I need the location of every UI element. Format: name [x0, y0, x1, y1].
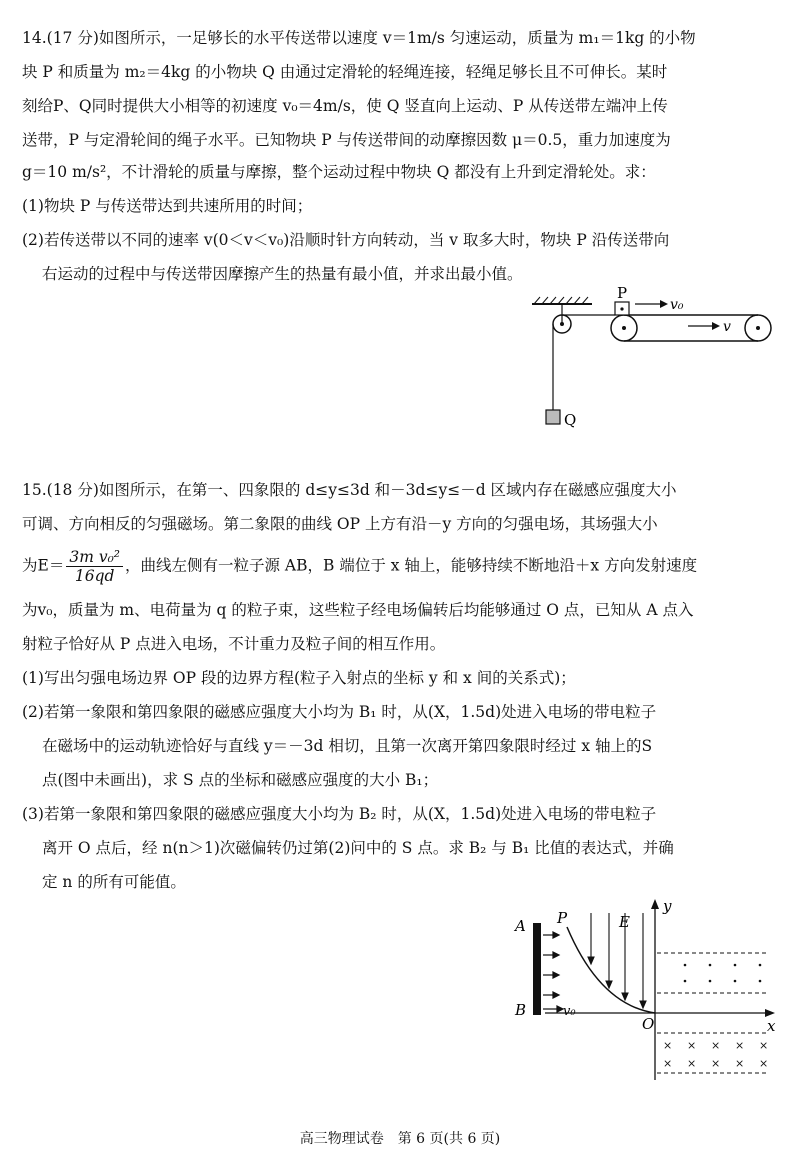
q14-line-4: 送带，P 与定滑轮间的绳子水平。已知物块 P 与传送带间的动摩擦因数 μ＝0.5，重力加速度为: [22, 131, 671, 149]
q15-sub3-line-1: (3)若第一象限和第四象限的磁感应强度大小均为 B₂ 时，从(X，1.5d)处进入电场的带电粒子: [22, 805, 657, 823]
q14-figure: [520, 280, 790, 440]
label-p: P: [557, 909, 568, 927]
q15-sub2-line-2: 在磁场中的运动轨迹恰好与直线 y＝－3d 相切，且第一次离开第四象限时经过 x 轴上的S: [42, 737, 653, 755]
label-p: P: [617, 284, 628, 302]
q15-line-1: 15.(18 分)如图所示，在第一、四象限的 d≤y≤3d 和－3d≤y≤－d 区域内存在磁感应强度大小: [22, 481, 677, 499]
e-denominator: 16qd: [74, 567, 115, 585]
q15-sub2-line-1: (2)若第一象限和第四象限的磁感应强度大小均为 B₁ 时，从(X，1.5d)处进入电场的带电粒子: [22, 703, 657, 721]
e-prefix: 为E＝: [22, 556, 65, 575]
block-q: [546, 410, 560, 424]
q14-line-3: 刻给P、Q同时提供大小相等的初速度 v₀＝4m/s，使 Q 竖直向上运动、P 从传送带左端冲上传: [22, 97, 668, 115]
svg-text:×: ×: [735, 1039, 745, 1052]
label-y: y: [663, 897, 672, 915]
label-a: A: [515, 917, 526, 935]
label-e: E: [619, 913, 630, 931]
q14-sub2-line-2: 右运动的过程中与传送带因摩擦产生的热量有最小值，并求出最小值。: [42, 265, 523, 283]
svg-text:×: ×: [711, 1039, 721, 1052]
q15-field-line: [22, 548, 697, 585]
svg-text:×: ×: [663, 1057, 673, 1070]
label-b: B: [515, 1001, 527, 1019]
svg-text:×: ×: [687, 1039, 697, 1052]
field-crosses: [663, 1039, 768, 1070]
q14-line-5: g＝10 m/s²，不计滑轮的质量与摩擦，整个运动过程中物块 Q 都没有上升到定滑轮处。求：: [22, 163, 656, 181]
e-suffix: ，曲线左侧有一粒子源 AB，B 端位于 x 轴上，能够持续不断地沿＋x 方向发射速度: [125, 556, 698, 575]
q15-line-3: 为v₀，质量为 m、电荷量为 q 的粒子束，这些粒子经电场偏转后均能够通过 O 点，已知从 A 点入: [22, 601, 694, 619]
svg-text:×: ×: [735, 1057, 745, 1070]
svg-text:×: ×: [663, 1039, 673, 1052]
e-numerator: 3m v₀²: [66, 548, 123, 567]
field-dots: [684, 964, 762, 983]
q15-sub1: (1)写出匀强电场边界 OP 段的边界方程(粒子入射点的坐标 y 和 x 间的关系式)；: [22, 669, 576, 687]
q15-line-4: 射粒子恰好从 P 点进入电场，不计重力及粒子间的相互作用。: [22, 635, 446, 653]
svg-text:×: ×: [759, 1057, 769, 1070]
q15-sub3-line-2: 离开 O 点后，经 n(n＞1)次磁偏转仍过第(2)问中的 S 点。求 B₂ 与 B₁ 比值的表达式，并确: [42, 839, 674, 857]
q14-line-2: 块 P 和质量为 m₂＝4kg 的小物块 Q 由通过定滑轮的轻绳连接，轻绳足够长且不可伸长。某时: [22, 63, 668, 81]
q14-line-1: 14.(17 分)如图所示，一足够长的水平传送带以速度 v＝1m/s 匀速运动，质量为 m₁＝1kg 的小物: [22, 29, 696, 47]
q14-sub1: (1)物块 P 与传送带达到共速所用的时间；: [22, 197, 313, 215]
label-v0-source: v₀: [563, 1004, 576, 1019]
q15-sub3-line-3: 定 n 的所有可能值。: [42, 873, 186, 891]
label-q: Q: [564, 411, 577, 429]
label-v: v: [723, 319, 731, 335]
q15-figure: [505, 895, 790, 1085]
q15-line-2: 可调、方向相反的匀强磁场。第二象限的曲线 OP 上方有沿－y 方向的匀强电场，其场强大小: [22, 515, 658, 533]
q15-sub2-line-3: 点(图中未画出)，求 S 点的坐标和磁感应强度的大小 B₁；: [42, 771, 439, 789]
curve-op: [567, 927, 655, 1013]
label-v0: v₀: [670, 297, 684, 313]
svg-text:×: ×: [687, 1057, 697, 1070]
particle-source-ab: [533, 923, 541, 1015]
svg-text:×: ×: [759, 1039, 769, 1052]
svg-text:×: ×: [711, 1057, 721, 1070]
page-footer: 高三物理试卷 第 6 页(共 6 页): [299, 1131, 501, 1147]
q14-sub2-line-1: (2)若传送带以不同的速率 v(0＜v＜v₀)沿顺时针方向转动，当 v 取多大时，物块 P 沿传送带向: [22, 231, 670, 249]
label-o: O: [642, 1015, 655, 1033]
label-x: x: [767, 1017, 776, 1035]
e-fraction: [66, 548, 123, 585]
